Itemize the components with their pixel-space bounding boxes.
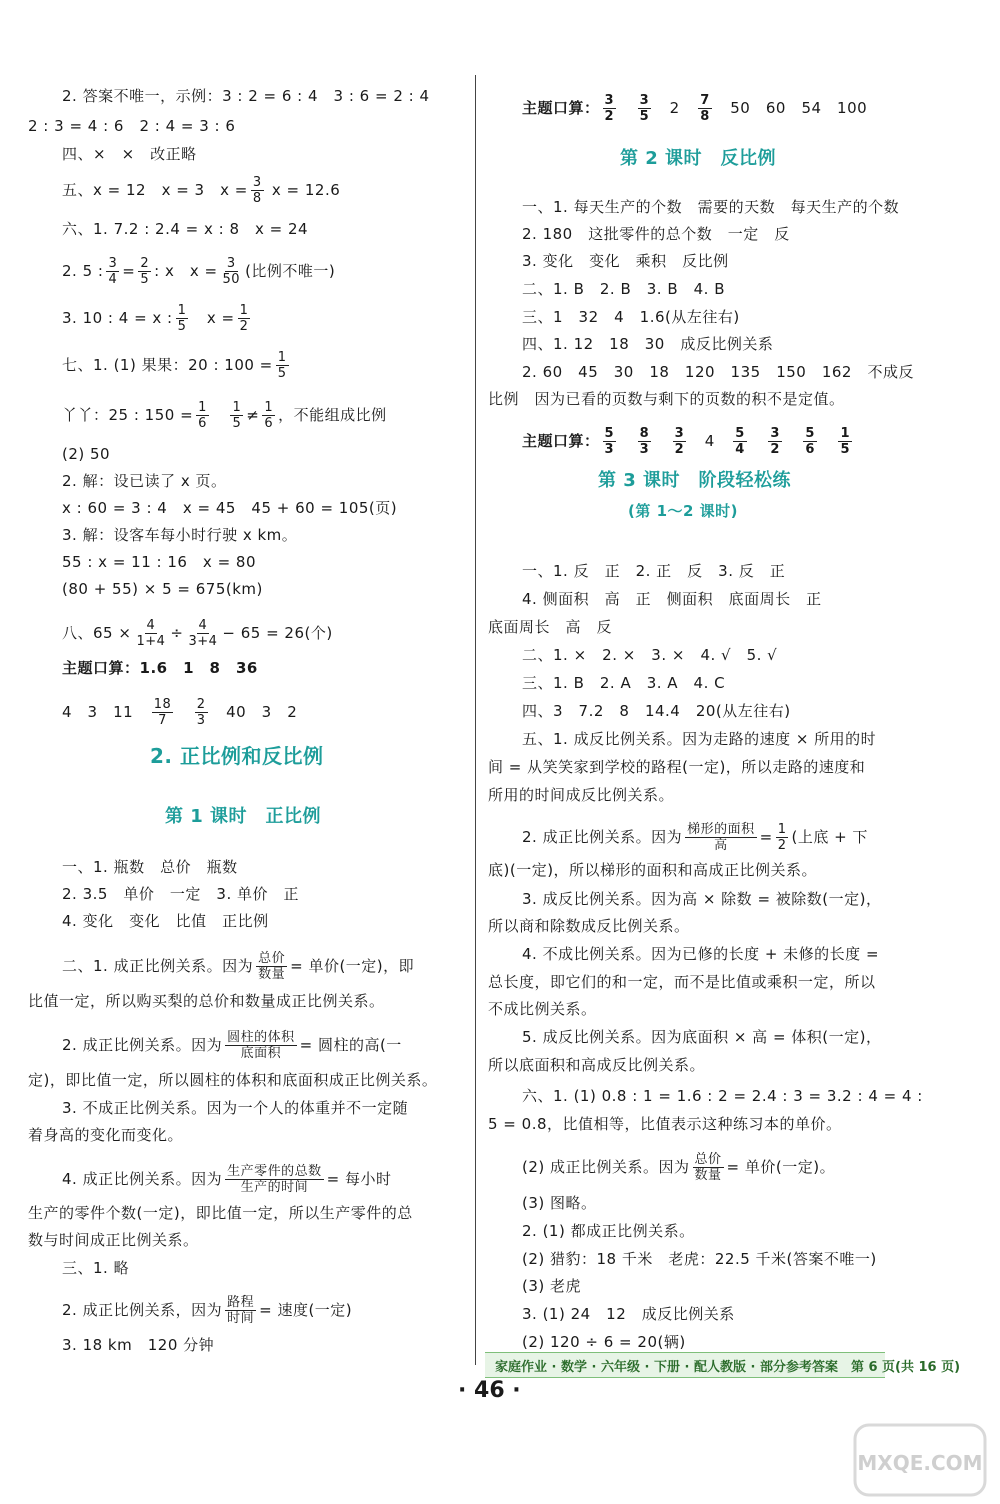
denominator: 时间 bbox=[227, 1311, 255, 1326]
answer-line: 间 = 从笑笑家到学校的路程(一定)，所以走路的速度和 bbox=[488, 758, 866, 776]
fraction bbox=[196, 400, 209, 431]
denominator: 8 bbox=[700, 109, 710, 124]
fraction bbox=[256, 951, 287, 982]
fraction bbox=[776, 822, 789, 853]
fraction bbox=[685, 822, 757, 853]
answer-line: 三、1 32 4 1.6(从左往右) bbox=[522, 308, 740, 326]
answer-line: (3) 老虎 bbox=[522, 1277, 582, 1295]
denominator: 3 bbox=[639, 442, 650, 457]
section-heading: 2. 正比例和反比例 bbox=[150, 744, 324, 768]
watermark-icon bbox=[850, 1420, 990, 1500]
numerator: 3 bbox=[108, 256, 118, 271]
answer-line: 一、1. 反 正 2. 正 反 3. 反 正 bbox=[522, 562, 786, 580]
answer-line: 3. 成反比例关系。因为高 × 除数 = 被除数(一定)， bbox=[522, 890, 882, 908]
answer-line: 一、1. 瓶数 总价 瓶数 bbox=[62, 858, 238, 876]
answer-line: 所以商和除数成反比例关系。 bbox=[488, 917, 690, 935]
answer-line: 4 3 11 $\frac{18}{7}$ $\frac{2}{3}$ 40 3 2 bbox=[62, 697, 298, 728]
fraction bbox=[106, 256, 119, 287]
answer-line: 所以底面积和高成反比例关系。 bbox=[488, 1056, 706, 1074]
fraction bbox=[225, 1030, 297, 1061]
answer-line: 3. (1) 24 12 成反比例关系 bbox=[522, 1305, 735, 1323]
fraction bbox=[276, 350, 289, 381]
fraction bbox=[733, 426, 747, 457]
answer-line: 5 = 0.8，比值相等，比值表示这种练习本的单价。 bbox=[488, 1115, 842, 1133]
answer-line: 五、1. 成反比例关系。因为走路的速度 × 所用的时 bbox=[522, 730, 877, 748]
fraction bbox=[603, 93, 617, 124]
answer-line: 比例 因为已看的页数与剩下的页数的积不是定值。 bbox=[488, 390, 845, 408]
denominator: 数量 bbox=[694, 1168, 722, 1183]
answer-line: (2) 50 bbox=[62, 445, 111, 463]
answer-line: 主题口算： $\frac{3}{2}$ $\frac{3}{5}$ 2 $\frac{7}{8}$ 50 60 54 100 bbox=[522, 93, 868, 124]
numerator: 2 bbox=[140, 256, 150, 271]
fraction bbox=[251, 175, 264, 206]
answer-line: 3. 不成正比例关系。因为一个人的体重并不一定随 bbox=[62, 1099, 409, 1117]
numerator: 5 bbox=[604, 426, 615, 441]
answer-line: 三、1. B 2. A 3. A 4. C bbox=[522, 674, 726, 692]
denominator: 6 bbox=[264, 416, 274, 431]
numerator: 总价 bbox=[694, 1152, 722, 1167]
numerator: 总价 bbox=[258, 951, 286, 966]
answer-line: (2) 成正比例关系。因为 $\frac{\text{总价}}{\text{数量}}$ = 单价(一定)。 bbox=[522, 1152, 836, 1183]
answer-line: 主题口算： $\frac{5}{3}$ $\frac{8}{3}$ $\frac{3}{2}$ 4 $\frac{5}{4}$ $\frac{3}{2}$ $\frac{5}{6}$ $\frac{1}{5}$ bbox=[522, 426, 850, 457]
denominator: 1+4 bbox=[136, 634, 166, 649]
answer-line: 比值一定，所以购买梨的总价和数量成正比例关系。 bbox=[28, 992, 385, 1010]
answer-line: 3. 18 km 120 分钟 bbox=[62, 1336, 215, 1354]
denominator: 3+4 bbox=[188, 634, 218, 649]
denominator: 5 bbox=[639, 109, 650, 124]
numerator: 1 bbox=[264, 400, 274, 415]
numerator: 8 bbox=[639, 426, 650, 441]
numerator: 3 bbox=[252, 175, 262, 190]
answer-line: 所用的时间成反比例关系。 bbox=[488, 786, 675, 804]
denominator: 2 bbox=[777, 838, 787, 853]
answer-line: 2. 成正比例关系，因为 $\frac{\text{路程}}{\text{时间}}$ = 速度(一定) bbox=[62, 1295, 353, 1326]
answer-line: 八、65 × $\frac{4}{1+4}$ ÷ $\frac{4}{3+4}$ − 65 = 26(个) bbox=[62, 618, 333, 649]
denominator: 数量 bbox=[258, 967, 286, 982]
answer-line: 2. 成正比例关系。因为 $\frac{\text{圆柱的体积}}{\text{底面积}}$ = 圆柱的高(一 bbox=[62, 1030, 402, 1061]
denominator: 5 bbox=[140, 272, 150, 287]
numerator: 5 bbox=[805, 426, 815, 441]
watermark-logo bbox=[850, 1420, 990, 1500]
answer-line: 生产的零件个数(一定)，即比值一定，所以生产零件的总 bbox=[28, 1204, 413, 1222]
svg-text:MXQE.COM: MXQE.COM bbox=[857, 1451, 983, 1475]
fraction bbox=[673, 426, 687, 457]
numerator: 1 bbox=[232, 400, 242, 415]
answer-line: 不成比例关系。 bbox=[488, 1000, 597, 1018]
numerator: 1 bbox=[840, 426, 850, 441]
answer-line: (2) 猎豹：18 千米 老虎：22.5 千米(答案不唯一) bbox=[522, 1250, 877, 1268]
denominator: 2 bbox=[239, 319, 249, 334]
numerator: 3 bbox=[639, 93, 650, 108]
denominator: 7 bbox=[158, 713, 167, 728]
numerator: 4 bbox=[198, 618, 208, 633]
denominator: 5 bbox=[232, 416, 242, 431]
answer-line: 四、× × 改正略 bbox=[62, 145, 197, 163]
fraction bbox=[152, 697, 174, 728]
numerator: 1 bbox=[777, 822, 787, 837]
denominator: 8 bbox=[252, 191, 262, 206]
fraction bbox=[693, 1152, 724, 1183]
numerator: 3 bbox=[770, 426, 780, 441]
answer-line: 六、1. 7.2 : 2.4 = x : 8 x = 24 bbox=[62, 220, 309, 238]
denominator: 底面积 bbox=[240, 1046, 282, 1061]
numerator: 生产零件的总数 bbox=[227, 1164, 322, 1179]
answer-line: 底面周长 高 反 bbox=[488, 618, 613, 636]
answer-line: 2. 180 这批零件的总个数 一定 反 bbox=[522, 225, 790, 243]
denominator: 4 bbox=[735, 442, 745, 457]
answer-line: 4. 不成比例关系。因为已修的长度 + 未修的长度 = bbox=[522, 945, 880, 963]
fraction bbox=[225, 1164, 324, 1195]
numerator: 3 bbox=[604, 93, 615, 108]
answer-line: 4. 侧面积 高 正 侧面积 底面周长 正 bbox=[522, 590, 822, 608]
answer-line: 3. 10 : 4 = x : $\frac{1}{5}$ x = $\frac{1}{2}$ bbox=[62, 303, 249, 334]
denominator: 6 bbox=[805, 442, 815, 457]
denominator: 2 bbox=[770, 442, 780, 457]
numerator: 1 bbox=[239, 303, 249, 318]
numerator: 2 bbox=[196, 697, 206, 712]
answer-line: 主题口算：1.6 1 8 36 bbox=[62, 659, 258, 677]
lesson-heading: 第 2 课时 反比例 bbox=[620, 148, 777, 169]
lesson-heading: 第 1 课时 正比例 bbox=[165, 806, 322, 827]
denominator: 6 bbox=[198, 416, 207, 431]
answer-line: 六、1. (1) 0.8 : 1 = 1.6 : 2 = 2.4 : 3 = 3.2 : 4 = 4 : bbox=[522, 1087, 923, 1105]
answer-line: 2. 解：设已读了 x 页。 bbox=[62, 472, 227, 490]
fraction bbox=[698, 93, 712, 124]
numerator: 梯形的面积 bbox=[687, 822, 755, 837]
answer-line: 2. 答案不唯一，示例：3 : 2 = 6 : 4 3 : 6 = 2 : 4 bbox=[62, 87, 430, 105]
lesson-heading: 第 3 课时 阶段轻松练 bbox=[598, 470, 792, 491]
answer-line: 数与时间成正比例关系。 bbox=[28, 1231, 199, 1249]
answer-line: 着身高的变化而变化。 bbox=[28, 1126, 184, 1144]
answer-line: (2) 120 ÷ 6 = 20(辆) bbox=[522, 1333, 686, 1351]
answer-line: 4. 成正比例关系。因为 $\frac{\text{生产零件的总数}}{\text{生产的时间}}$ = 每小时 bbox=[62, 1164, 392, 1195]
answer-line: 2. 3.5 单价 一定 3. 单价 正 bbox=[62, 885, 300, 903]
denominator: 5 bbox=[840, 442, 850, 457]
fraction bbox=[638, 93, 652, 124]
lesson-subheading: (第 1～2 课时) bbox=[628, 502, 739, 520]
answer-line: 二、1. 成正比例关系。因为 $\frac{\text{总价}}{\text{数量}}$ = 单价(一定)，即 bbox=[62, 951, 415, 982]
fraction bbox=[221, 256, 243, 287]
answer-line: 55 : x = 11 : 16 x = 80 bbox=[62, 553, 256, 571]
answer-line: 一、1. 每天生产的个数 需要的天数 每天生产的个数 bbox=[522, 198, 900, 216]
numerator: 3 bbox=[226, 256, 236, 271]
answer-line: 二、1. B 2. B 3. B 4. B bbox=[522, 280, 725, 298]
denominator: 2 bbox=[604, 109, 615, 124]
answer-line: 总长度，即它们的和一定，而不是比值或乘积一定，所以 bbox=[488, 973, 876, 991]
answer-line: 三、1. 略 bbox=[62, 1259, 130, 1277]
answer-line: 2. 60 45 30 18 120 135 150 162 不成反 bbox=[522, 363, 914, 381]
fraction bbox=[134, 618, 167, 649]
answer-line: 4. 变化 变化 比值 正比例 bbox=[62, 912, 269, 930]
numerator: 7 bbox=[700, 93, 710, 108]
numerator: 1 bbox=[198, 400, 207, 415]
denominator: 3 bbox=[196, 713, 206, 728]
answer-line: 丫丫：25 : 150 = $\frac{1}{6}$ $\frac{1}{5}$ ≠ $\frac{1}{6}$ ，不能组成比例 bbox=[62, 400, 387, 431]
fraction bbox=[176, 303, 189, 334]
answer-line: 5. 成反比例关系。因为底面积 × 高 = 体积(一定)， bbox=[522, 1028, 882, 1046]
numerator: 1 bbox=[177, 303, 187, 318]
fraction bbox=[638, 426, 652, 457]
fraction bbox=[230, 400, 243, 431]
answer-line: 定)，即比值一定，所以圆柱的体积和底面积成正比例关系。 bbox=[28, 1071, 438, 1089]
denominator: 生产的时间 bbox=[240, 1180, 309, 1195]
numerator: 18 bbox=[153, 697, 172, 712]
fraction bbox=[186, 618, 219, 649]
fraction bbox=[238, 303, 251, 334]
answer-line: 底)(一定)，所以梯形的面积和高成正比例关系。 bbox=[488, 861, 818, 879]
answer-line: (3) 图略。 bbox=[522, 1194, 597, 1212]
fraction bbox=[262, 400, 275, 431]
denominator: 5 bbox=[177, 319, 187, 334]
answer-line: 五、x = 12 x = 3 x = $\frac{3}{8}$ x = 12.6 bbox=[62, 175, 341, 206]
numerator: 3 bbox=[674, 426, 685, 441]
denominator: 2 bbox=[674, 442, 685, 457]
answer-line: 2 : 3 = 4 : 6 2 : 4 = 3 : 6 bbox=[28, 117, 236, 135]
numerator: 路程 bbox=[227, 1295, 255, 1310]
fraction bbox=[603, 426, 617, 457]
denominator: 4 bbox=[108, 272, 118, 287]
answer-line: x : 60 = 3 : 4 x = 45 45 + 60 = 105(页) bbox=[62, 499, 398, 517]
denominator: 3 bbox=[604, 442, 615, 457]
answer-line: 二、1. × 2. × 3. × 4. √ 5. √ bbox=[522, 646, 778, 664]
answer-line: 四、1. 12 18 30 成反比例关系 bbox=[522, 335, 774, 353]
answer-line: 2. 成正比例关系。因为 $\frac{\text{梯形的面积}}{\text{高}}$ = $\frac{1}{2}$ (上底 + 下 bbox=[522, 822, 868, 853]
answer-line: 3. 解：设客车每小时行驶 x km。 bbox=[62, 526, 298, 544]
denominator: 50 bbox=[222, 272, 241, 287]
answer-line: 四、3 7.2 8 14.4 20(从左往右) bbox=[522, 702, 791, 720]
fraction bbox=[768, 426, 782, 457]
page-footer: 家庭作业 · 数学 · 六年级 · 下册 · 配人教版 · 部分参考答案 第 6 页(共 16 页) bbox=[485, 1352, 885, 1378]
fraction bbox=[195, 697, 208, 728]
denominator: 5 bbox=[277, 366, 287, 381]
answer-line: 3. 变化 变化 乘积 反比例 bbox=[522, 252, 729, 270]
answer-line: (80 + 55) × 5 = 675(km) bbox=[62, 580, 263, 598]
column-divider bbox=[475, 75, 476, 1365]
numerator: 圆柱的体积 bbox=[227, 1030, 295, 1045]
answer-line: 七、1. (1) 果果：20 : 100 = $\frac{1}{5}$ bbox=[62, 350, 287, 381]
page-number: · 46 · bbox=[458, 1378, 521, 1403]
fraction bbox=[225, 1295, 256, 1326]
fraction bbox=[138, 256, 151, 287]
numerator: 1 bbox=[277, 350, 287, 365]
answer-line: 2. 5 : $\frac{3}{4}$ = $\frac{2}{5}$ : x x = $\frac{3}{50}$ (比例不唯一) bbox=[62, 256, 336, 287]
fraction bbox=[803, 426, 817, 457]
numerator: 4 bbox=[146, 618, 156, 633]
numerator: 5 bbox=[735, 426, 745, 441]
answer-line: 2. (1) 都成正比例关系。 bbox=[522, 1222, 695, 1240]
fraction bbox=[838, 426, 852, 457]
denominator: 高 bbox=[714, 838, 728, 853]
